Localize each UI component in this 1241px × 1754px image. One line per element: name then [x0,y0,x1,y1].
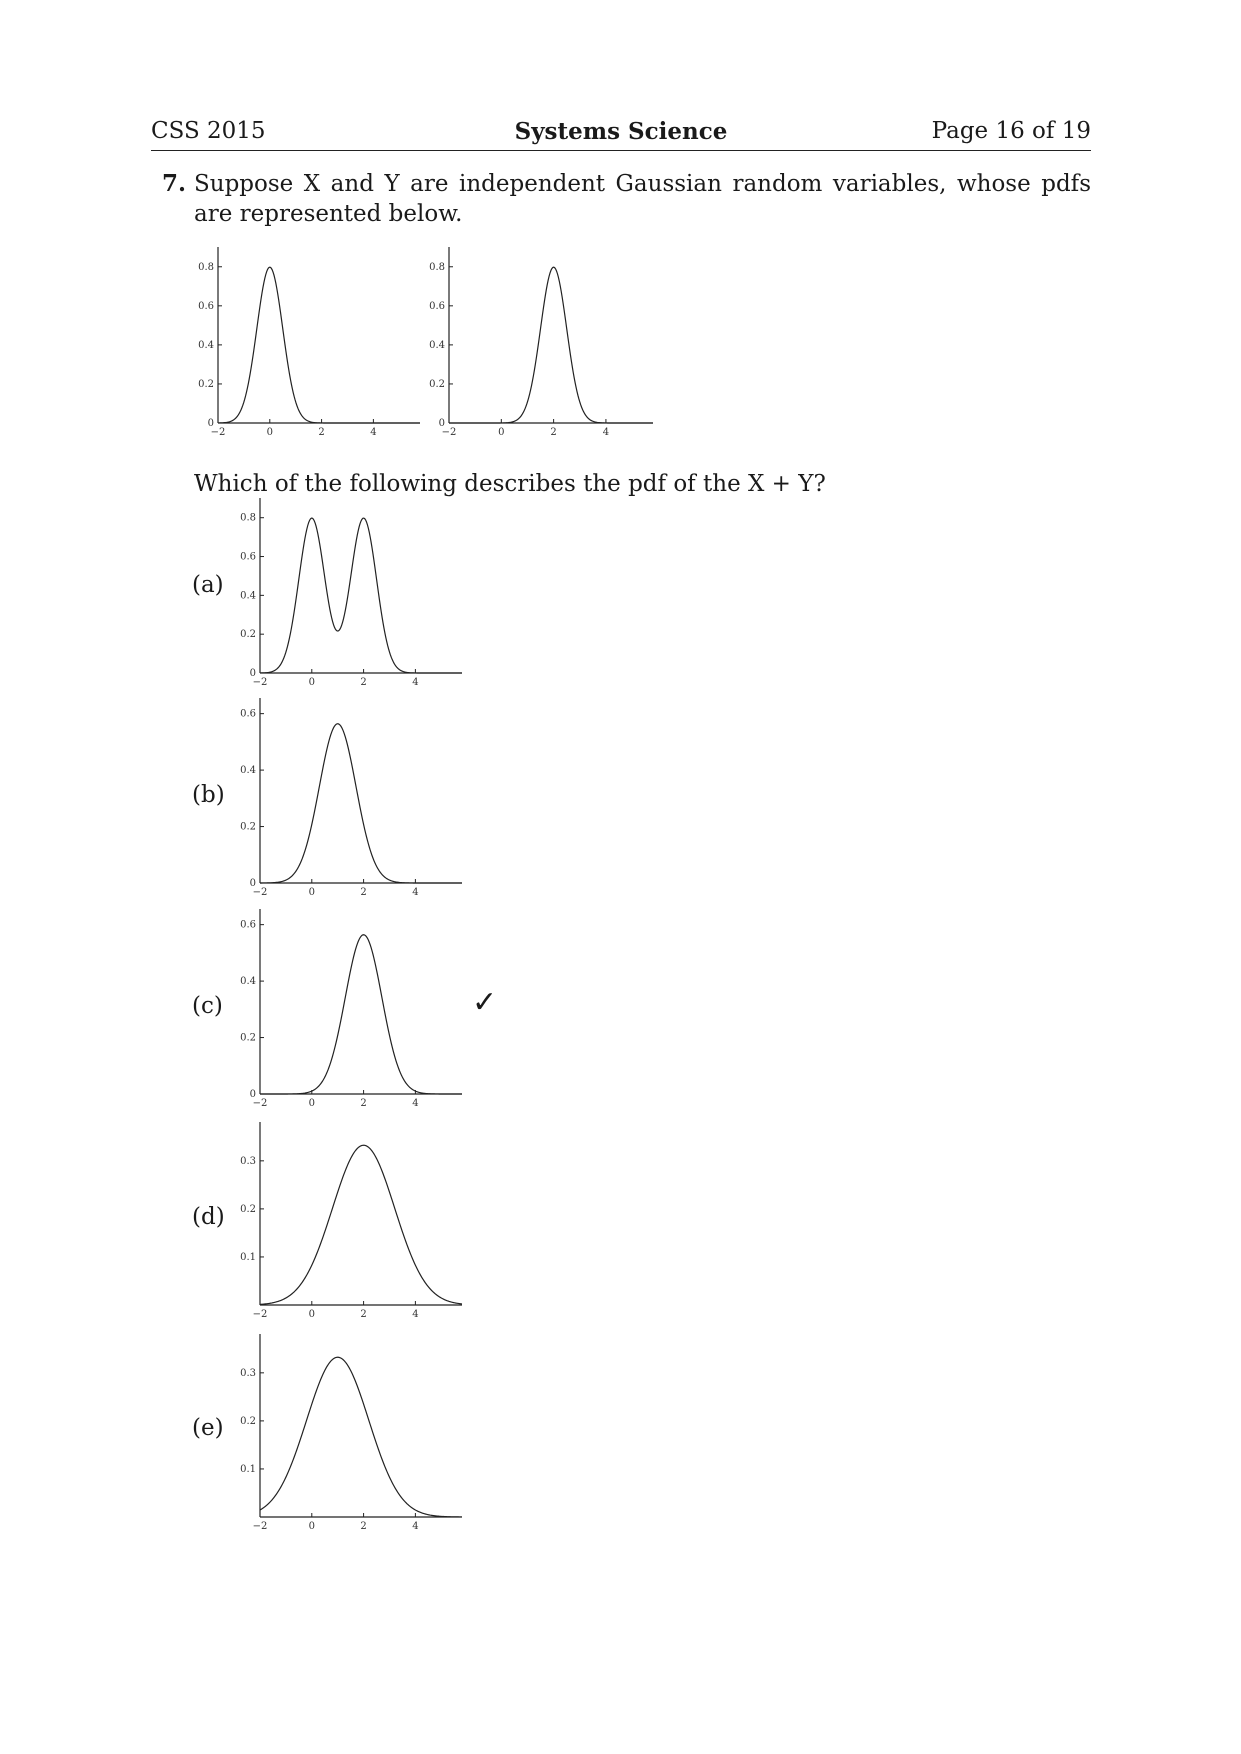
option-c-label: (c) [192,993,223,1019]
option-a-x-tick-label: 0 [308,677,315,688]
option-d-label: (d) [192,1204,225,1230]
pdf-y-x-tick-label: 0 [498,427,505,438]
option-d-chart [240,1122,462,1320]
option-c-chart [240,909,462,1109]
option-a-y-tick-label: 0.4 [240,590,256,602]
option-b-x-tick-label: −2 [252,887,268,898]
option-d-x-tick-label: 4 [412,1309,419,1320]
option-e-chart [240,1334,462,1532]
option-c-x-tick-label: 4 [412,1098,419,1109]
pdf-y-x-tick-label: 2 [550,427,557,438]
option-d-x-tick-label: 2 [360,1309,367,1320]
pdf-x-y-tick-label: 0.6 [198,300,214,312]
correct-answer-check-icon: ✓ [472,985,498,1020]
pdf-x-chart [198,247,420,438]
subquestion-text: Which of the following describes the pdf of the X + Y? [194,471,826,497]
option-c-y-tick-label: 0.6 [240,919,256,931]
pdf-x-x-tick-label: 0 [266,427,273,438]
pdf-y-x-tick-label: −2 [441,427,457,438]
pdf-x-x-tick-label: 4 [370,427,377,438]
option-b-y-tick-label: 0.6 [240,708,256,720]
option-e-x-tick-label: 2 [360,1521,367,1532]
option-c-x-tick-label: 2 [360,1098,367,1109]
option-d-y-tick-label: 0.1 [240,1251,256,1263]
header-course: CSS 2015 [151,118,266,144]
pdf-y-x-tick-label: 4 [602,427,610,438]
option-a-y-tick-label: 0.2 [240,629,256,641]
pdf-y-y-tick-label: 0.6 [429,300,445,312]
pdf-y-y-tick-label: 0.4 [429,339,445,351]
option-c-y-tick-label: 0 [249,1089,256,1100]
option-b-y-tick-label: 0.2 [240,821,256,833]
option-d-y-tick-label: 0.3 [240,1155,256,1167]
option-b-x-tick-label: 4 [412,887,419,898]
option-b-x-tick-label: 0 [308,887,315,898]
option-c-x-tick-label: 0 [308,1098,315,1109]
option-a-x-tick-label: −2 [252,677,268,688]
option-b-y-tick-label: 0 [249,878,256,889]
option-e-label: (e) [192,1415,224,1441]
option-c-y-tick-label: 0.4 [240,976,256,988]
option-b-y-tick-label: 0.4 [240,765,256,777]
pdf-x-y-tick-label: 0 [207,418,214,429]
option-a-chart [240,498,462,688]
option-b-chart [240,698,462,898]
option-c-x-tick-label: −2 [252,1098,268,1109]
option-a-y-tick-label: 0.8 [240,512,256,524]
option-a-y-tick-label: 0.6 [240,551,256,563]
option-e-y-tick-label: 0.2 [240,1415,256,1427]
pdf-x-y-tick-label: 0.4 [198,339,214,351]
option-a-x-tick-label: 2 [360,677,367,688]
option-d-y-tick-label: 0.2 [240,1203,256,1215]
option-e-x-tick-label: −2 [252,1521,268,1532]
option-a-pdf-curve [260,518,462,673]
pdf-y-y-tick-label: 0.2 [429,378,445,390]
option-d-x-tick-label: 0 [308,1309,315,1320]
question-text: Suppose X and Y are independent Gaussian random variables, whose pdfs are represented below. [194,171,1091,227]
pdf-y-y-tick-label: 0.8 [429,261,445,273]
pdf-x-x-tick-label: −2 [210,427,226,438]
option-b-pdf-curve [260,724,462,883]
pdf-x-y-tick-label: 0.2 [198,378,214,390]
pdf-y-chart [429,247,653,438]
option-e-y-tick-label: 0.1 [240,1463,256,1475]
option-c-pdf-curve [260,935,462,1094]
option-e-x-tick-label: 0 [308,1521,315,1532]
option-c-y-tick-label: 0.2 [240,1032,256,1044]
option-b-x-tick-label: 2 [360,887,367,898]
header-page-number: Page 16 of 19 [931,118,1091,144]
question-number: 7. [162,170,187,197]
option-d-x-tick-label: −2 [252,1309,268,1320]
option-a-label: (a) [192,572,224,598]
pdf-x-x-tick-label: 2 [318,427,325,438]
option-e-x-tick-label: 4 [412,1521,419,1532]
option-d-pdf-curve [260,1145,462,1304]
pdf-x-pdf-curve [218,267,420,423]
option-e-pdf-curve [260,1357,462,1517]
option-a-y-tick-label: 0 [249,668,256,679]
pdf-y-pdf-curve [449,267,653,423]
option-b-label: (b) [192,782,225,808]
pdf-x-y-tick-label: 0.8 [198,261,214,273]
option-e-y-tick-label: 0.3 [240,1367,256,1379]
option-a-x-tick-label: 4 [412,677,419,688]
header-subject: Systems Science [514,118,728,145]
pdf-y-y-tick-label: 0 [438,418,445,429]
